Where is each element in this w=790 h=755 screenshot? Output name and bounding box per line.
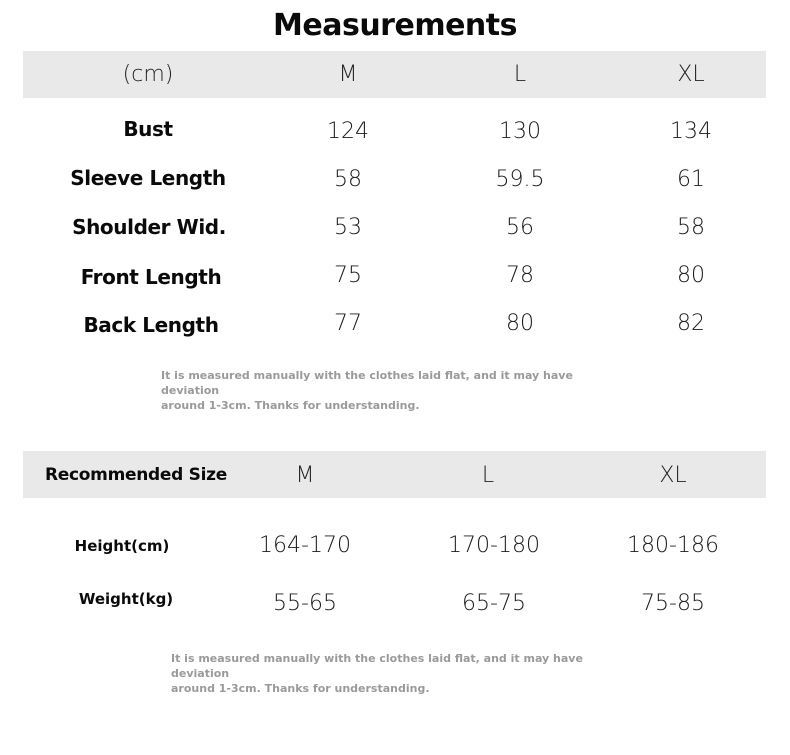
page-title: Measurements [273,8,517,43]
value-shoulder-m: 53 [334,215,362,240]
header-size-l: L [513,62,527,87]
value-back-xl: 82 [677,311,705,336]
value-height-xl: 180-186 [627,533,719,558]
recommended-note-line-1: It is measured manually with the clothes laid flat, and it may have deviation [171,652,583,680]
rec-header-size-m: M [295,463,315,488]
row-label-height: Height(cm) [74,537,170,555]
value-back-m: 77 [334,311,362,336]
value-bust-xl: 134 [670,119,712,144]
value-sleeve-xl: 61 [677,167,705,192]
value-weight-m: 55-65 [273,591,337,616]
rec-header-size-l: L [481,463,495,488]
value-back-l: 80 [506,311,534,336]
row-label-sleeve-length: Sleeve Length [70,166,226,190]
value-front-xl: 80 [677,263,705,288]
value-bust-l: 130 [499,119,541,144]
value-shoulder-xl: 58 [677,215,705,240]
value-weight-l: 65-75 [462,591,526,616]
value-weight-xl: 75-85 [641,591,705,616]
recommended-size-label: Recommended Size [45,465,227,485]
value-front-l: 78 [506,263,534,288]
value-shoulder-l: 56 [506,215,534,240]
rec-header-size-xl: XL [659,463,687,488]
row-label-bust: Bust [123,117,173,141]
value-sleeve-m: 58 [334,167,362,192]
measurements-note-line-1: It is measured manually with the clothes laid flat, and it may have deviation [161,369,573,397]
value-height-m: 164-170 [259,533,351,558]
value-height-l: 170-180 [448,533,540,558]
row-label-front-length: Front Length [80,265,222,289]
recommended-note-line-2: around 1-3cm. Thanks for understanding. [171,682,430,695]
row-label-weight: Weight(kg) [78,590,174,608]
value-front-m: 75 [334,263,362,288]
header-unit: (cm) [122,62,174,87]
header-size-m: M [338,62,358,87]
value-bust-m: 124 [327,119,369,144]
measurements-note [161,368,631,413]
row-label-back-length: Back Length [83,313,219,337]
row-label-shoulder-width: Shoulder Wid. [72,215,226,239]
measurements-note-line-2: around 1-3cm. Thanks for understanding. [161,399,420,412]
header-size-xl: XL [677,62,705,87]
recommended-note [171,651,641,696]
value-sleeve-l: 59.5 [495,167,545,192]
